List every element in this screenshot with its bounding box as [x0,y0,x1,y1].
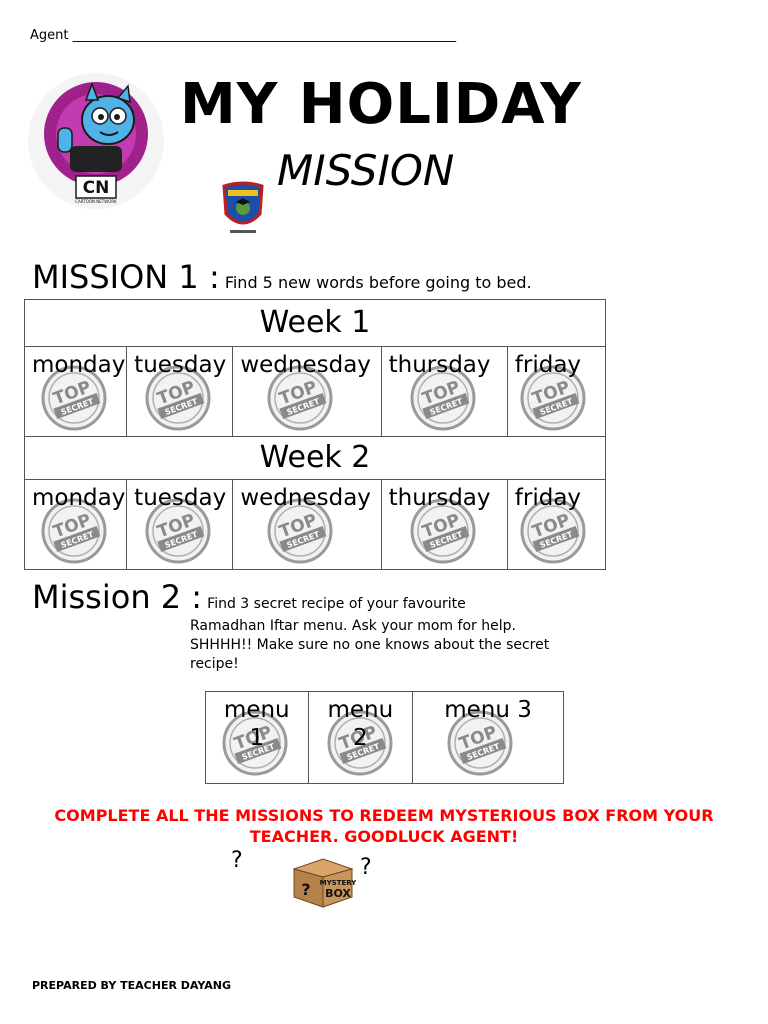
day-label: wednesday [240,352,371,378]
prepared-by: PREPARED BY TEACHER DAYANG [32,979,232,992]
day-label: friday [514,485,582,511]
question-mark: ? [360,855,372,880]
mission2-task-line1: Find 3 secret recipe of your favourite [207,596,466,612]
mission1-task: Find 5 new words before going to bed. [224,273,532,292]
week1-thursday-cell [381,347,507,437]
svg-text:BOX: BOX [325,887,351,900]
cartoon-network-logo [26,72,166,210]
day-label: tuesday [134,485,227,511]
day-label: monday [32,485,126,511]
svg-text:MYSTERY: MYSTERY [319,879,356,887]
mission1-table [24,299,606,570]
week1-tuesday-cell [127,347,233,437]
week2-thursday-cell [381,480,507,570]
svg-text:?: ? [301,880,311,899]
svg-text:CARTOON NETWORK: CARTOON NETWORK [75,199,117,204]
week2-tuesday-cell [127,480,233,570]
week1-wednesday-cell [233,347,381,437]
page-title: MY HOLIDAY [180,72,582,137]
svg-text:CN: CN [82,178,110,198]
day-label: thursday [388,352,491,378]
week1-monday-cell [25,347,127,437]
menu1-cell [206,692,309,784]
week1-header: Week 1 [25,300,606,347]
day-label: thursday [388,485,491,511]
week2-header: Week 2 [25,437,606,480]
menu-label: menu 3 [444,697,532,723]
week2-friday-cell [507,480,605,570]
menu-label: menu 2 [327,697,394,751]
day-label: wednesday [240,485,371,511]
redeem-instructions: COMPLETE ALL THE MISSIONS TO REDEEM MYSTERIOUS BOX FROM YOUR TEACHER. GOODLUCK AGENT! [54,806,714,846]
mission2-heading [32,578,466,616]
day-label: tuesday [134,352,227,378]
week2-wednesday-cell [233,480,381,570]
day-label: monday [32,352,126,378]
question-mark: ? [231,848,243,873]
page-subtitle: MISSION [277,146,455,195]
mission2-label: Mission 2 : [32,578,203,616]
mission1-heading [32,258,532,296]
mission2-menu-table [205,691,564,784]
agent-name-line: Agent ___________________________________________________________ [30,28,457,43]
day-label: friday [514,352,582,378]
mystery-box-icon [290,855,356,909]
school-crest-icon [220,180,266,236]
week2-monday-cell [25,480,127,570]
menu3-cell [413,692,564,784]
menu-label: menu 1 [223,697,290,751]
mission2-task-rest: Ramadhan Iftar menu. Ask your mom for help. SHHHH!! Make sure no one knows about the secret recipe! [190,618,550,672]
week1-friday-cell [507,347,605,437]
mission1-label: MISSION 1 : [32,258,220,296]
menu2-cell [308,692,413,784]
